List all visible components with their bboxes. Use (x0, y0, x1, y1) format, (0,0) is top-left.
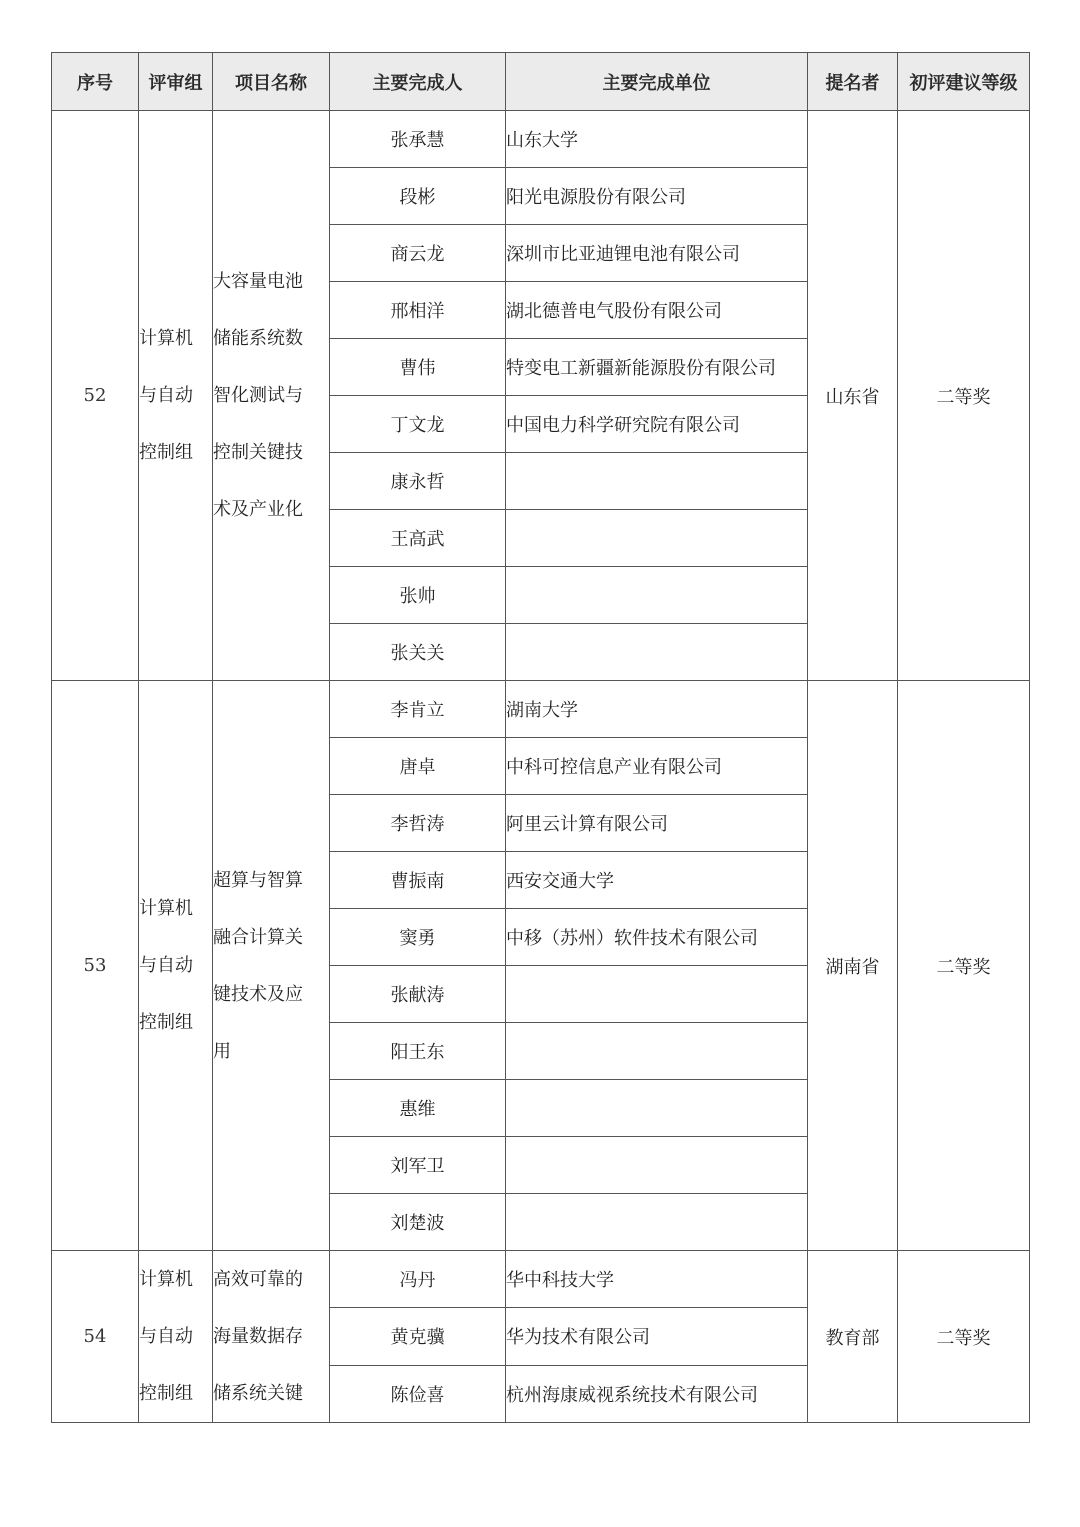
unit-cell (506, 1194, 808, 1251)
project-name-cell (213, 681, 330, 1251)
project-name-line: 术及产业化 (213, 499, 303, 520)
contributor-cell: 曹振南 (330, 852, 506, 909)
header-main-units: 主要完成单位 (506, 53, 808, 111)
unit-cell: 湖北德普电气股份有限公司 (506, 282, 808, 339)
project-name-line: 海量数据存 (213, 1326, 303, 1347)
nominator-cell: 教育部 (808, 1251, 898, 1423)
award-table (51, 52, 1030, 1423)
project-name-cell (213, 111, 330, 681)
contributor-cell: 王高武 (330, 510, 506, 567)
contributor-cell: 商云龙 (330, 225, 506, 282)
review-group-line: 控制组 (139, 1383, 193, 1404)
project-name-line: 融合计算关 (213, 926, 303, 948)
unit-cell (506, 966, 808, 1023)
unit-cell: 深圳市比亚迪锂电池有限公司 (506, 225, 808, 282)
contributor-cell: 邢相洋 (330, 282, 506, 339)
contributor-cell: 刘楚波 (330, 1194, 506, 1251)
project-name-line: 储能系统数 (213, 328, 303, 349)
project-name-line: 用 (213, 1040, 231, 1062)
review-group-line: 与自动 (139, 955, 193, 976)
contributor-cell: 冯丹 (330, 1251, 506, 1308)
contributor-cell: 陈俭喜 (330, 1365, 506, 1422)
project-name-line: 键技术及应 (213, 983, 303, 1005)
contributor-cell: 李哲涛 (330, 795, 506, 852)
unit-cell: 特变电工新疆新能源股份有限公司 (506, 339, 808, 396)
header-group: 评审组 (139, 53, 213, 111)
project-name-line: 储系统关键 (213, 1383, 303, 1404)
contributor-cell: 黄克骥 (330, 1308, 506, 1365)
contributor-cell: 曹伟 (330, 339, 506, 396)
unit-cell: 中国电力科学研究院有限公司 (506, 396, 808, 453)
review-group-line: 控制组 (139, 442, 193, 463)
unit-cell: 华为技术有限公司 (506, 1308, 808, 1365)
header-seq: 序号 (52, 53, 139, 111)
unit-cell (506, 1080, 808, 1137)
unit-cell: 西安交通大学 (506, 852, 808, 909)
unit-cell (506, 1137, 808, 1194)
nominator-cell: 湖南省 (808, 681, 898, 1251)
contributor-cell: 张帅 (330, 567, 506, 624)
review-group-line: 控制组 (139, 1012, 193, 1033)
contributor-cell: 阳王东 (330, 1023, 506, 1080)
contributor-cell: 张献涛 (330, 966, 506, 1023)
project-name-line: 高效可靠的 (213, 1269, 303, 1290)
unit-cell: 山东大学 (506, 111, 808, 168)
contributor-cell: 唐卓 (330, 738, 506, 795)
unit-cell (506, 624, 808, 681)
unit-cell (506, 567, 808, 624)
table-row (52, 1251, 1030, 1308)
review-group-cell (139, 681, 213, 1251)
header-suggested-level: 初评建议等级 (898, 53, 1030, 111)
unit-cell: 中移（苏州）软件技术有限公司 (506, 909, 808, 966)
project-name-line: 智化测试与 (213, 385, 303, 406)
contributor-cell: 窦勇 (330, 909, 506, 966)
unit-cell (506, 453, 808, 510)
header-nominator: 提名者 (808, 53, 898, 111)
contributor-cell: 张承慧 (330, 111, 506, 168)
unit-cell: 阳光电源股份有限公司 (506, 168, 808, 225)
review-group-line: 计算机 (139, 898, 193, 919)
unit-cell (506, 1023, 808, 1080)
unit-cell (506, 510, 808, 567)
suggested-level-cell: 二等奖 (898, 1251, 1030, 1423)
review-group-line: 与自动 (139, 1326, 193, 1347)
unit-cell: 中科可控信息产业有限公司 (506, 738, 808, 795)
suggested-level-cell: 二等奖 (898, 681, 1030, 1251)
contributor-cell: 刘军卫 (330, 1137, 506, 1194)
project-name-cell (213, 1251, 330, 1423)
contributor-cell: 康永哲 (330, 453, 506, 510)
seq-cell: 52 (52, 111, 139, 681)
suggested-level-cell: 二等奖 (898, 111, 1030, 681)
seq-cell: 53 (52, 681, 139, 1251)
unit-cell: 阿里云计算有限公司 (506, 795, 808, 852)
review-group-cell (139, 1251, 213, 1423)
header-main-contributors: 主要完成人 (330, 53, 506, 111)
table-row (52, 681, 1030, 738)
contributor-cell: 段彬 (330, 168, 506, 225)
unit-cell: 华中科技大学 (506, 1251, 808, 1308)
unit-cell: 杭州海康威视系统技术有限公司 (506, 1365, 808, 1422)
contributor-cell: 张关关 (330, 624, 506, 681)
review-group-line: 与自动 (139, 385, 193, 406)
table-body (52, 111, 1030, 1423)
contributor-cell: 惠维 (330, 1080, 506, 1137)
table-row (52, 111, 1030, 168)
header-project-name: 项目名称 (213, 53, 330, 111)
nominator-cell: 山东省 (808, 111, 898, 681)
contributor-cell: 丁文龙 (330, 396, 506, 453)
review-group-cell (139, 111, 213, 681)
project-name-line: 大容量电池 (213, 271, 303, 292)
seq-cell: 54 (52, 1251, 139, 1423)
contributor-cell: 李肯立 (330, 681, 506, 738)
review-group-line: 计算机 (139, 328, 193, 349)
unit-cell: 湖南大学 (506, 681, 808, 738)
project-name-line: 超算与智算 (213, 869, 303, 891)
header-row (52, 53, 1030, 111)
project-name-line: 控制关键技 (213, 442, 303, 463)
review-group-line: 计算机 (139, 1269, 193, 1290)
